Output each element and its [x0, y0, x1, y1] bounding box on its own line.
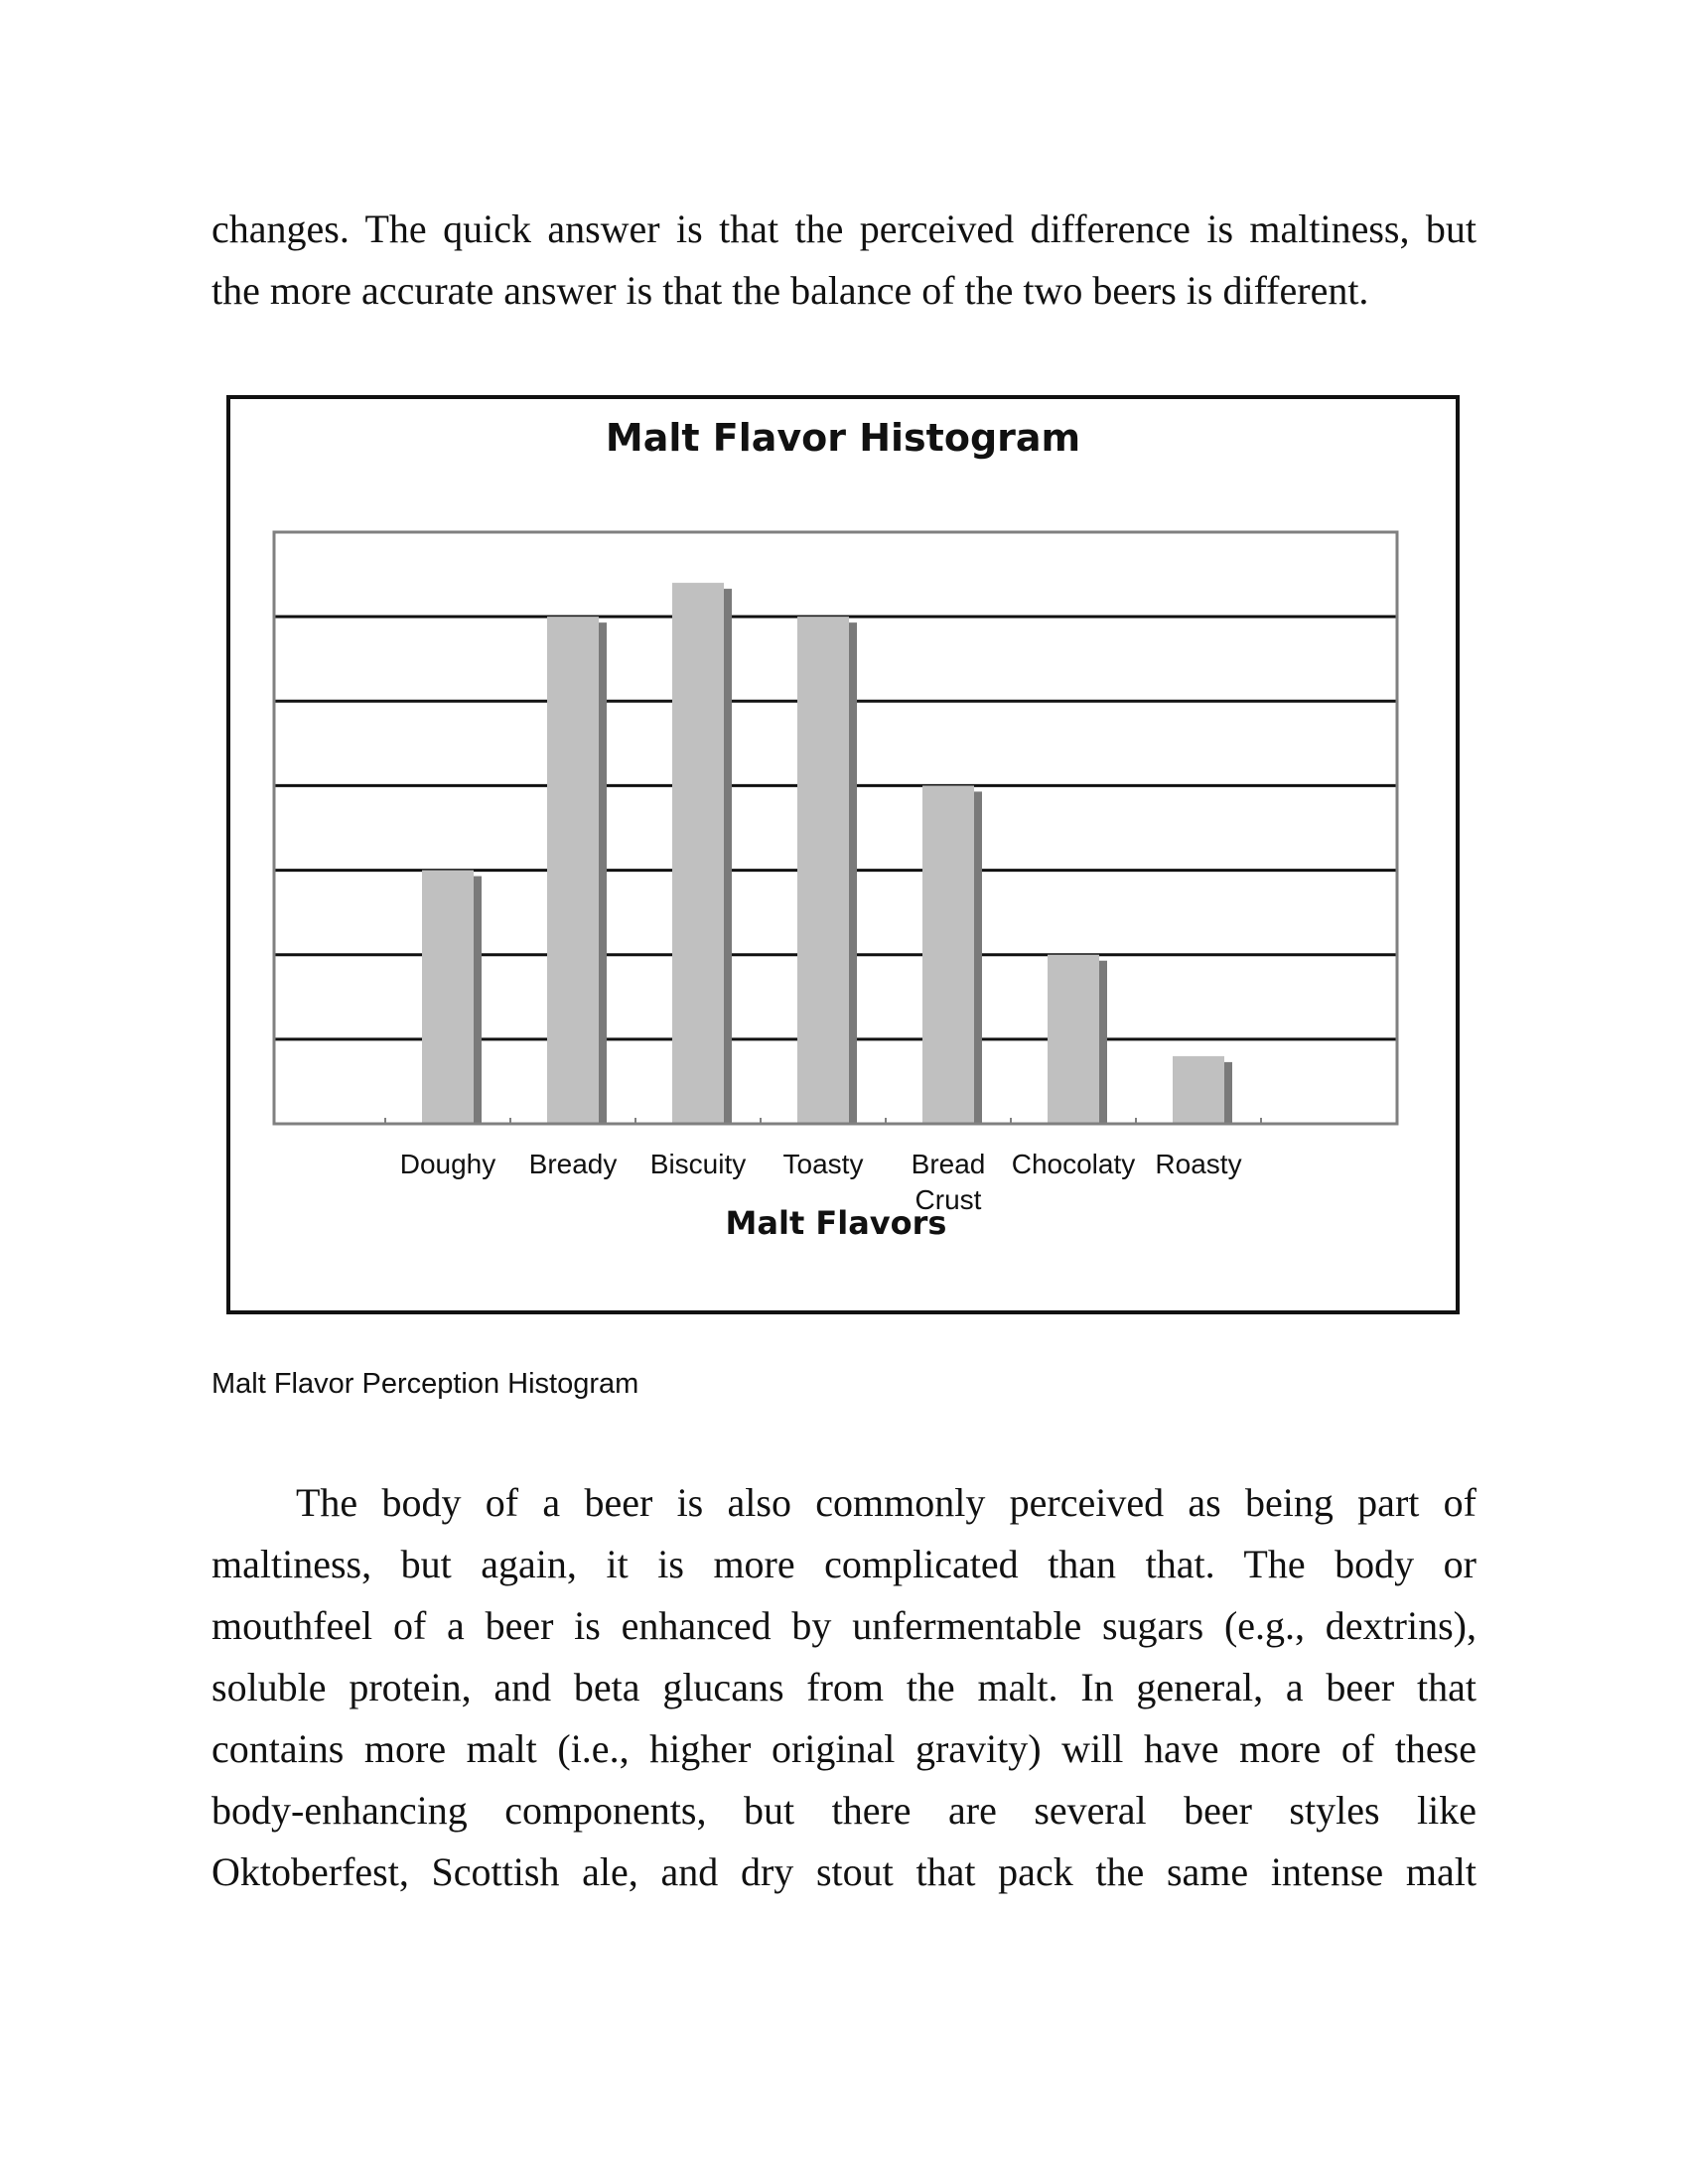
- x-tick-label: Chocolaty: [1011, 1149, 1136, 1179]
- paragraph-2-line: contains more malt (i.e., higher original gravity) will have more of these: [211, 1726, 1477, 1771]
- bar-chocolaty: [1048, 955, 1099, 1124]
- chart-frame: [226, 395, 1460, 1314]
- bar-shadow: [599, 622, 607, 1124]
- figure-caption: Malt Flavor Perception Histogram: [211, 1368, 639, 1400]
- x-tick-label: Bread Crust: [911, 1149, 986, 1215]
- paragraph-2-line: soluble protein, and beta glucans from the malt. In general, a beer that: [211, 1665, 1477, 1709]
- bar-biscuity: [672, 583, 724, 1124]
- bars: [422, 583, 1232, 1124]
- bar-shadow: [1224, 1062, 1232, 1124]
- paragraph-2-line: Oktoberfest, Scottish ale, and dry stout that pack the same intense malt: [211, 1849, 1477, 1894]
- bar-shadow: [849, 622, 857, 1124]
- x-tick-label: Doughy: [399, 1149, 496, 1179]
- paragraph-2-line: body-enhancing components, but there are several beer styles like: [211, 1788, 1477, 1833]
- bar-toasty: [797, 616, 849, 1124]
- bar-shadow: [474, 877, 482, 1124]
- paragraph-2-line: maltiness, but again, it is more complicated than that. The body or: [211, 1542, 1477, 1586]
- chart-title: Malt Flavor Histogram: [605, 416, 1081, 460]
- malt-flavor-chart: [230, 399, 1456, 1310]
- paragraph-2-line: The body of a beer is also commonly perceived as being part of: [296, 1480, 1477, 1525]
- bar-shadow: [974, 791, 982, 1124]
- paragraph-1-line: changes. The quick answer is that the perceived difference is maltiness, but: [211, 206, 1477, 251]
- bar-bread-crust: [922, 785, 974, 1124]
- x-tick-label: Roasty: [1155, 1149, 1242, 1179]
- x-tick-label: Toasty: [782, 1149, 864, 1179]
- bar-shadow: [724, 589, 732, 1124]
- x-axis-title: Malt Flavors: [725, 1204, 947, 1242]
- paragraph-1-line: the more accurate answer is that the balance of the two beers is different.: [211, 268, 1369, 313]
- paragraph-2-line: mouthfeel of a beer is enhanced by unfermentable sugars (e.g., dextrins),: [211, 1603, 1477, 1648]
- bar-doughy: [422, 871, 474, 1124]
- bar-roasty: [1173, 1056, 1224, 1124]
- x-tick-label: Biscuity: [649, 1149, 747, 1179]
- bar-bready: [547, 616, 599, 1124]
- x-tick-label: Bready: [528, 1149, 618, 1179]
- bar-shadow: [1099, 961, 1107, 1124]
